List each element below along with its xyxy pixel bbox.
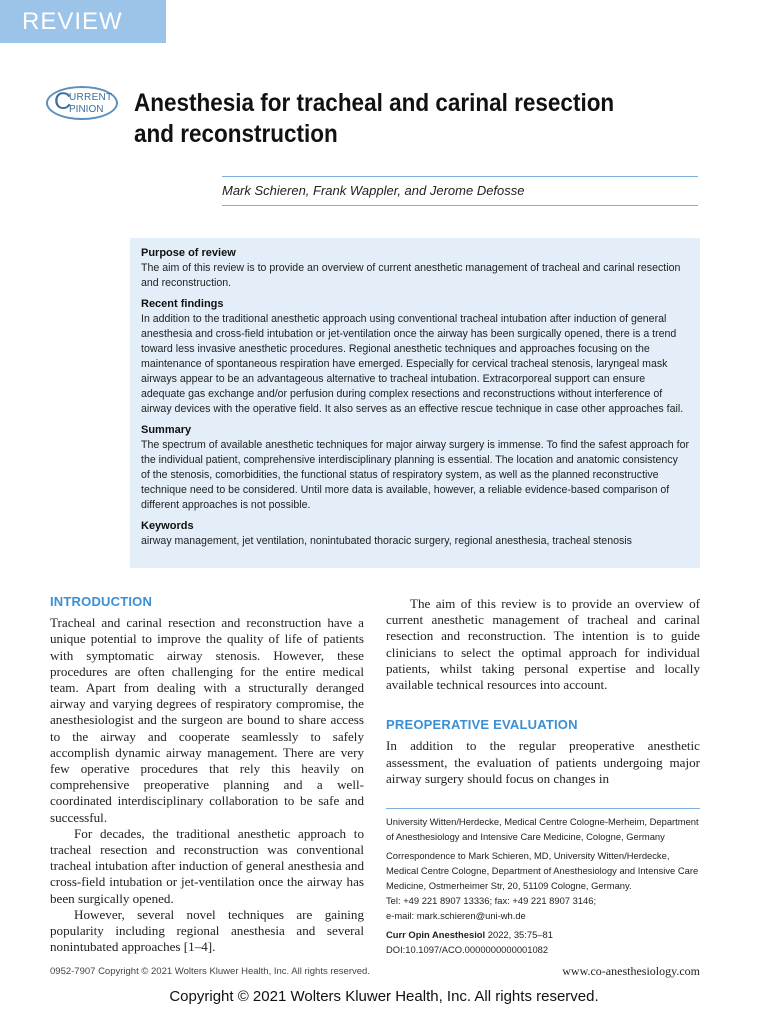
author-list: Mark Schieren, Frank Wappler, and Jerome Defosse xyxy=(222,183,525,198)
article-title xyxy=(134,88,620,150)
purpose-text: The aim of this review is to provide an overview of current anesthetic management of tracheal and carinal resection and reconstruction. xyxy=(141,262,681,289)
introduction-paragraph-1: Tracheal and carinal resection and reconstruction have a unique potential to improve the quality of life of patients with symptomatic airway stenosis. However, these procedures are often challenging for the entire medical team. Apart from dealing with a structurally deranged airway and varying degrees of respiratory compromise, the anesthesiologist and the surgeon are bound to share access to the airway and cooperate seamlessly to safely accomplish dynamic airway management. There are very few operative procedures that rely this heavily on comprehensive preoperative planning and a well-coordinated interdisciplinary collaboration to be safe and successful. xyxy=(50,615,364,825)
footer-copyright: 0952-7907 Copyright © 2021 Wolters Kluwer Health, Inc. All rights reserved. xyxy=(50,966,370,977)
affiliation-block xyxy=(386,814,700,957)
correspondence-text: Correspondence to Mark Schieren, MD, University Witten/Herdecke, Medical Centre Cologne, Department of Anesthesiology and Intensive Care Medicine, Ostmerheimer Str, 20, 51109 Cologne, Germany. xyxy=(386,850,699,891)
preoperative-paragraph-1: In addition to the regular preoperative anesthetic assessment, the evaluation of patients undergoing major airway surgery should focus on changes in xyxy=(386,738,700,786)
keywords-heading: Keywords xyxy=(141,520,194,532)
affiliation-institution: University Witten/Herdecke, Medical Centre Cologne-Merheim, Department of Anesthesiology and Intensive Care Medicine, Cologne, Germany xyxy=(386,816,699,842)
authors-top-rule xyxy=(222,176,698,177)
preoperative-heading: PREOPERATIVE EVALUATION xyxy=(386,717,578,733)
authors-bottom-rule xyxy=(222,205,698,206)
journal-citation: 2022, 35:75–81 xyxy=(485,929,553,940)
summary-text: The spectrum of available anesthetic techniques for major airway surgery is immense. To find the safest approach for the individual patient, comprehensive interdisciplinary planning is essential. The location and anatomic consistency of the stenosis, comorbidities, the functional status of respiratory system, as well as the planned reconstructive technique need to be considered. Until more data is available, however, a reliable evidence-based comparison of different approaches is not possible. xyxy=(141,439,690,511)
right-column xyxy=(386,596,700,787)
keywords-text: airway management, jet ventilation, nonintubated thoracic surgery, regional anesthesia, tracheal stenosis xyxy=(141,535,632,547)
affiliation-rule xyxy=(386,808,700,809)
copyright-banner: Copyright © 2021 Wolters Kluwer Health, Inc. All rights reserved. xyxy=(169,988,599,1005)
title-line-1: Anesthesia for tracheal and carinal resection xyxy=(134,89,615,117)
left-column xyxy=(50,594,364,955)
current-opinion-logo xyxy=(46,86,118,120)
findings-heading: Recent findings xyxy=(141,298,224,310)
journal-name: Curr Opin Anesthesiol xyxy=(386,929,486,940)
doi: DOI:10.1097/ACO.0000000000001082 xyxy=(386,944,549,955)
citation-line xyxy=(386,927,700,942)
introduction-heading: INTRODUCTION xyxy=(50,594,153,609)
findings-text: In addition to the traditional anesthetic approach using conventional tracheal intubation after induction of general anesthesia and cross-field intubation or jet-ventilation once the airway has been surgically opened, there is a trend toward less invasive anesthetic procedures. Regional anesthetic techniques and approaches focusing on the maintenance of spontaneous respiration have emerged. Especially for cervical tracheal stenosis, laryngeal mask airways appear to be an advantageous alternative to tracheal intubation. Extracorporeal support can ensure adequate gas exchange and/or perfusion during complex resections and reconstructions without interference of airway devices with the operative field. It also serves as an effective rescue technique in case other approaches fail. xyxy=(141,313,684,415)
introduction-paragraph-3: However, several novel techniques are gaining popularity including regional anesthesia and several nonintubated approaches [1–4]. xyxy=(50,906,364,955)
logo-line-1: URRENT xyxy=(69,92,113,103)
contact-phone: Tel: +49 221 8907 13336; fax: +49 221 8907 3146; xyxy=(386,895,597,906)
summary-heading: Summary xyxy=(141,424,192,436)
journal-website-link[interactable]: www.co-anesthesiology.com xyxy=(562,964,700,978)
abstract-box xyxy=(130,238,700,568)
introduction-paragraph-2: For decades, the traditional anesthetic approach to tracheal resection and reconstruction was conventional tracheal intubation after induction of general anesthesia and cross-field intubation or jet-ventilation once the airway has been surgically opened. xyxy=(50,825,364,906)
logo-letter-c: C xyxy=(54,88,72,115)
contact-email: e-mail: mark.schieren@uni-wh.de xyxy=(386,910,526,921)
logo-line-2: PINION xyxy=(69,104,104,115)
review-section-tab: REVIEW xyxy=(0,0,166,43)
title-line-2: and reconstruction xyxy=(134,120,338,148)
introduction-paragraph-4: The aim of this review is to provide an overview of current anesthetic management of tracheal and carinal resection and reconstruction. The intention is to guide clinicians to select the optimal approach for individual patients, whilst taking personal expertise and locally available technical resources into account. xyxy=(386,596,700,693)
purpose-heading: Purpose of review xyxy=(141,247,236,259)
